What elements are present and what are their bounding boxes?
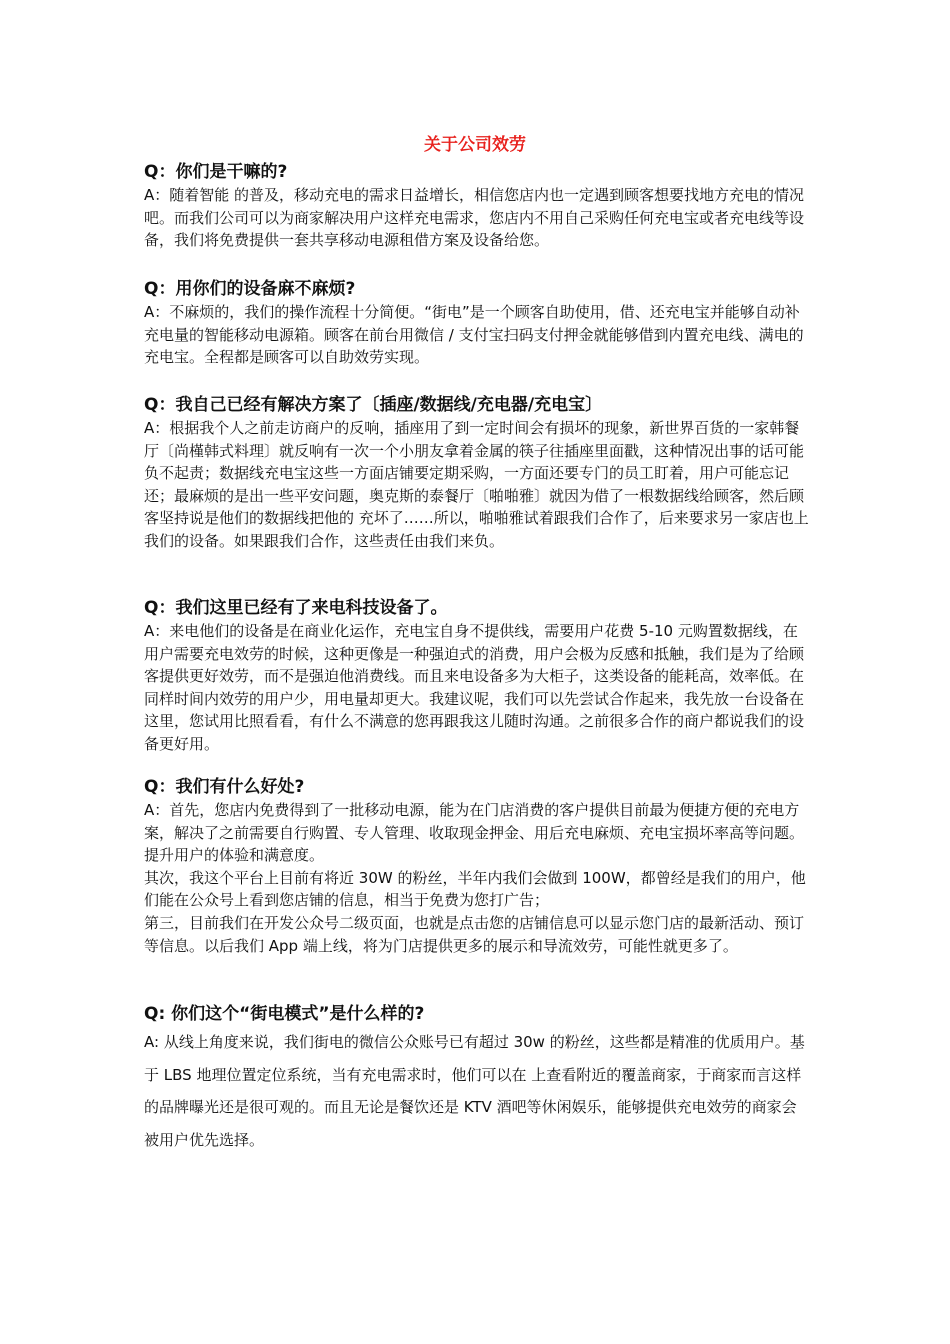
answer-paragraph: A：首先，您店内免费得到了一批移动电源，能为在门店消费的客户提供目前最为便捷方便的充电方案，解决了之前需要自行购置、专人管理、收取现金押金、用后充电麻烦、充电宝损坏率高等问题。提升用户的体验和满意度。 [144, 801, 805, 865]
answer-paragraph: A：根据我个人之前走访商户的反响，插座用了到一定时间会有损坏的现象，新世界百货的一家韩餐厅〔尚槿韩式料理〕就反响有一次一个小朋友拿着金属的筷子往插座里面戳，这种情况出事的话可能负不起责；数据线充电宝这些一方面店铺要定期采购，一方面还要专门的员工盯着，用户可能忘记还；最麻烦的是出一些平安问题，奥克斯的泰餐厅〔啪啪雅〕就因为借了一根数据线给顾客，然后顾客坚持说是他们的数据线把他的 充坏了……所以，啪啪雅试着跟我们合作了，后来要求另一家店也上我们的设备。如果跟我们合作，这些责任由我们来负。 [144, 419, 809, 550]
answer-text [144, 301, 809, 369]
qa-section-1 [144, 160, 809, 252]
question-heading: Q：我自己已经有解决方案了〔插座/数据线/充电器/充电宝〕 [144, 395, 603, 415]
answer-paragraph: A：不麻烦的，我们的操作流程十分简便。“街电”是一个顾客自助使用，借、还充电宝并能够自动补充电量的智能移动电源箱。顾客在前台用微信 / 支付宝扫码支付押金就能够借到内置充电线、满电的充电宝。全程都是顾客可以自助效劳实现。 [144, 303, 804, 367]
qa-section-3 [144, 393, 809, 553]
question-heading: Q: 你们这个“街电模式”是什么样的? [144, 1004, 425, 1024]
answer-text [144, 1026, 809, 1156]
document-title: 关于公司效劳 [424, 135, 526, 155]
question-heading: Q：用你们的设备麻不麻烦? [144, 279, 356, 299]
answer-text [144, 620, 809, 756]
answer-text [144, 417, 809, 553]
answer-paragraph: A：来电他们的设备是在商业化运作，充电宝自身不提供线，需要用户花费 5-10 元购置数据线，在用户需要充电效劳的时候，这种更像是一种强迫式的消费，用户会极为反感和抵触，我们是为了给顾客提供更好效劳，而不是强迫他消费线。而且来电设备多为大柜子，这类设备的能耗高，效率低。在同样时间内效劳的用户少，用电量却更大。我建议呢，我们可以先尝试合作起来，我先放一台设备在这里，您试用比照看看，有什么不满意的您再跟我这儿随时沟通。之前很多合作的商户都说我们的设备更好用。 [144, 622, 805, 753]
answer-text [144, 799, 809, 957]
qa-section-5 [144, 775, 809, 957]
question-heading: Q：我们有什么好处? [144, 777, 305, 797]
qa-section-2 [144, 277, 809, 369]
answer-paragraph: A: 从线上角度来说，我们街电的微信公众账号已有超过 30w 的粉丝，这些都是精准的优质用户。基于 LBS 地理位置定位系统，当有充电需求时，他们可以在 上查看附近的覆盖商家，于商家而言这样的品牌曝光还是很可观的。而且无论是餐饮还是 KTV 酒吧等休闲娱乐，能够提供充电效劳的商家会被用户优先选择。 [144, 1033, 805, 1149]
qa-section-6 [144, 1002, 809, 1156]
qa-section-4 [144, 596, 809, 756]
answer-text [144, 184, 809, 252]
answer-paragraph: A：随着智能 的普及，移动充电的需求日益增长，相信您店内也一定遇到顾客想要找地方充电的情况吧。而我们公司可以为商家解决用户这样充电需求，您店内不用自己采购任何充电宝或者充电线等设备，我们将免费提供一套共享移动电源租借方案及设备给您。 [144, 186, 805, 250]
answer-paragraph: 其次，我这个平台上目前有将近 30W 的粉丝，半年内我们会做到 100W，都曾经是我们的用户，他们能在公众号上看到您店铺的信息，相当于免费为您打广告； [144, 868, 806, 910]
answer-paragraph: 第三，目前我们在开发公众号二级页面，也就是点击您的店铺信息可以显示您门店的最新活动、预订 等信息。以后我们 App 端上线，将为门店提供更多的展示和导流效劳，可能性就更多了。 [144, 913, 805, 955]
question-heading: Q：我们这里已经有了来电科技设备了。 [144, 598, 448, 618]
question-heading: Q：你们是干嘛的? [144, 162, 288, 182]
